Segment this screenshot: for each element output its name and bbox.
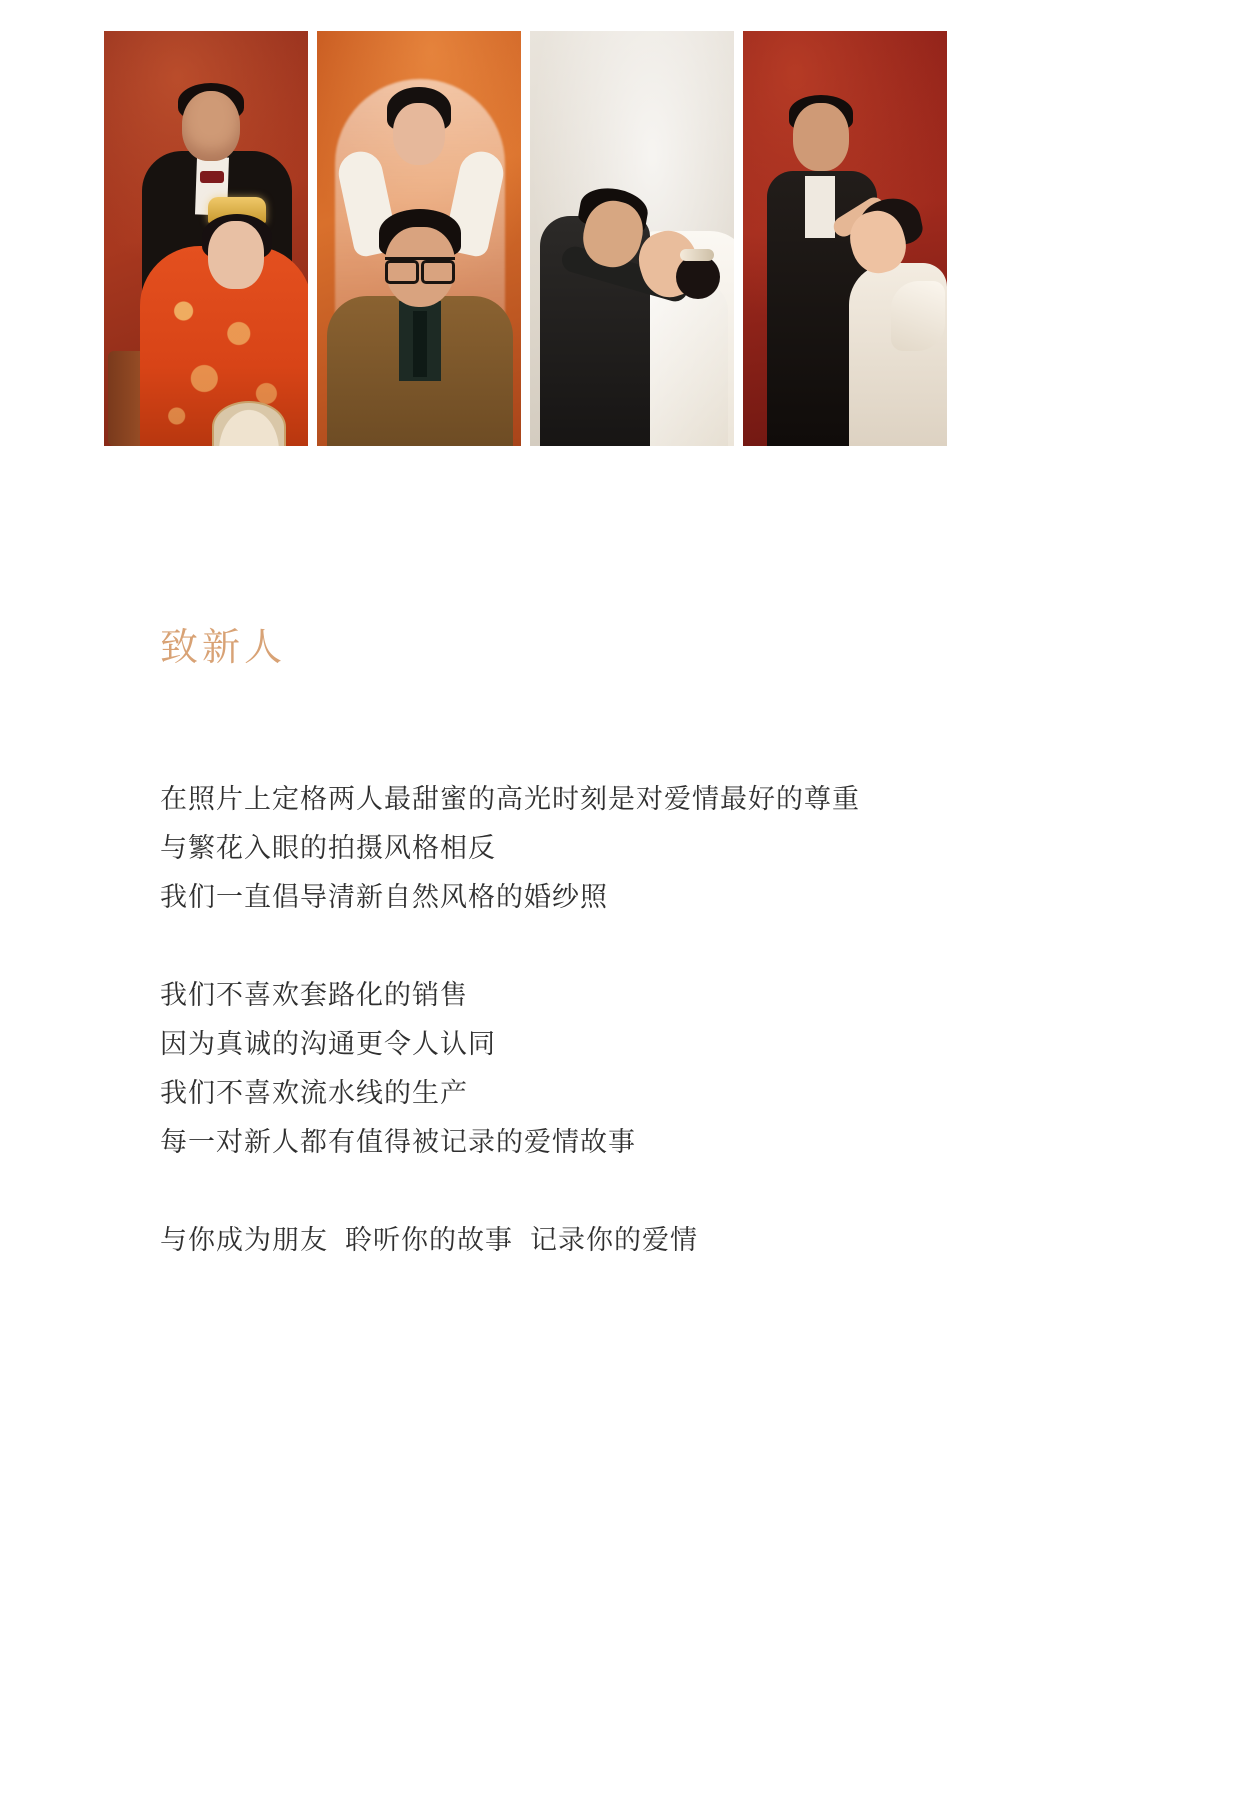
groom-face xyxy=(793,103,849,171)
bride-face xyxy=(208,221,264,289)
gallery-photo-1 xyxy=(104,31,308,446)
paragraph-2 xyxy=(160,971,1040,1167)
eyeglasses xyxy=(385,257,455,278)
paragraph-1 xyxy=(160,775,1040,922)
copy-line: 每一对新人都有值得被记录的爱情故事 xyxy=(160,1127,636,1157)
bride-bun-hair xyxy=(676,255,720,299)
gown-bow xyxy=(891,281,945,351)
paragraph-3 xyxy=(160,1216,1040,1265)
hand-fan-prop xyxy=(212,401,286,446)
copy-line: 我们不喜欢套路化的销售 xyxy=(160,980,468,1010)
bride-face xyxy=(393,103,445,165)
groom-bowtie xyxy=(200,171,224,183)
hairpin-accessory xyxy=(680,249,714,261)
groom-face xyxy=(182,91,240,161)
groom-tie xyxy=(413,311,427,377)
gallery-photo-2 xyxy=(317,31,521,446)
body-copy xyxy=(160,775,1040,1265)
gallery-photo-3 xyxy=(530,31,734,446)
copy-line: 在照片上定格两人最甜蜜的高光时刻是对爱情最好的尊重 xyxy=(160,784,860,814)
gallery-photo-4 xyxy=(743,31,947,446)
copy-line: 与你成为朋友 聆听你的故事 记录你的爱情 xyxy=(160,1225,699,1255)
copy-line: 与繁花入眼的拍摄风格相反 xyxy=(160,833,496,863)
copy-line: 我们一直倡导清新自然风格的婚纱照 xyxy=(160,882,608,912)
page-title: 致新人 xyxy=(160,627,287,670)
groom-shirt xyxy=(805,176,835,238)
copy-line: 我们不喜欢流水线的生产 xyxy=(160,1078,468,1108)
photo-gallery xyxy=(104,31,1136,446)
copy-line: 因为真诚的沟通更令人认同 xyxy=(160,1029,496,1059)
